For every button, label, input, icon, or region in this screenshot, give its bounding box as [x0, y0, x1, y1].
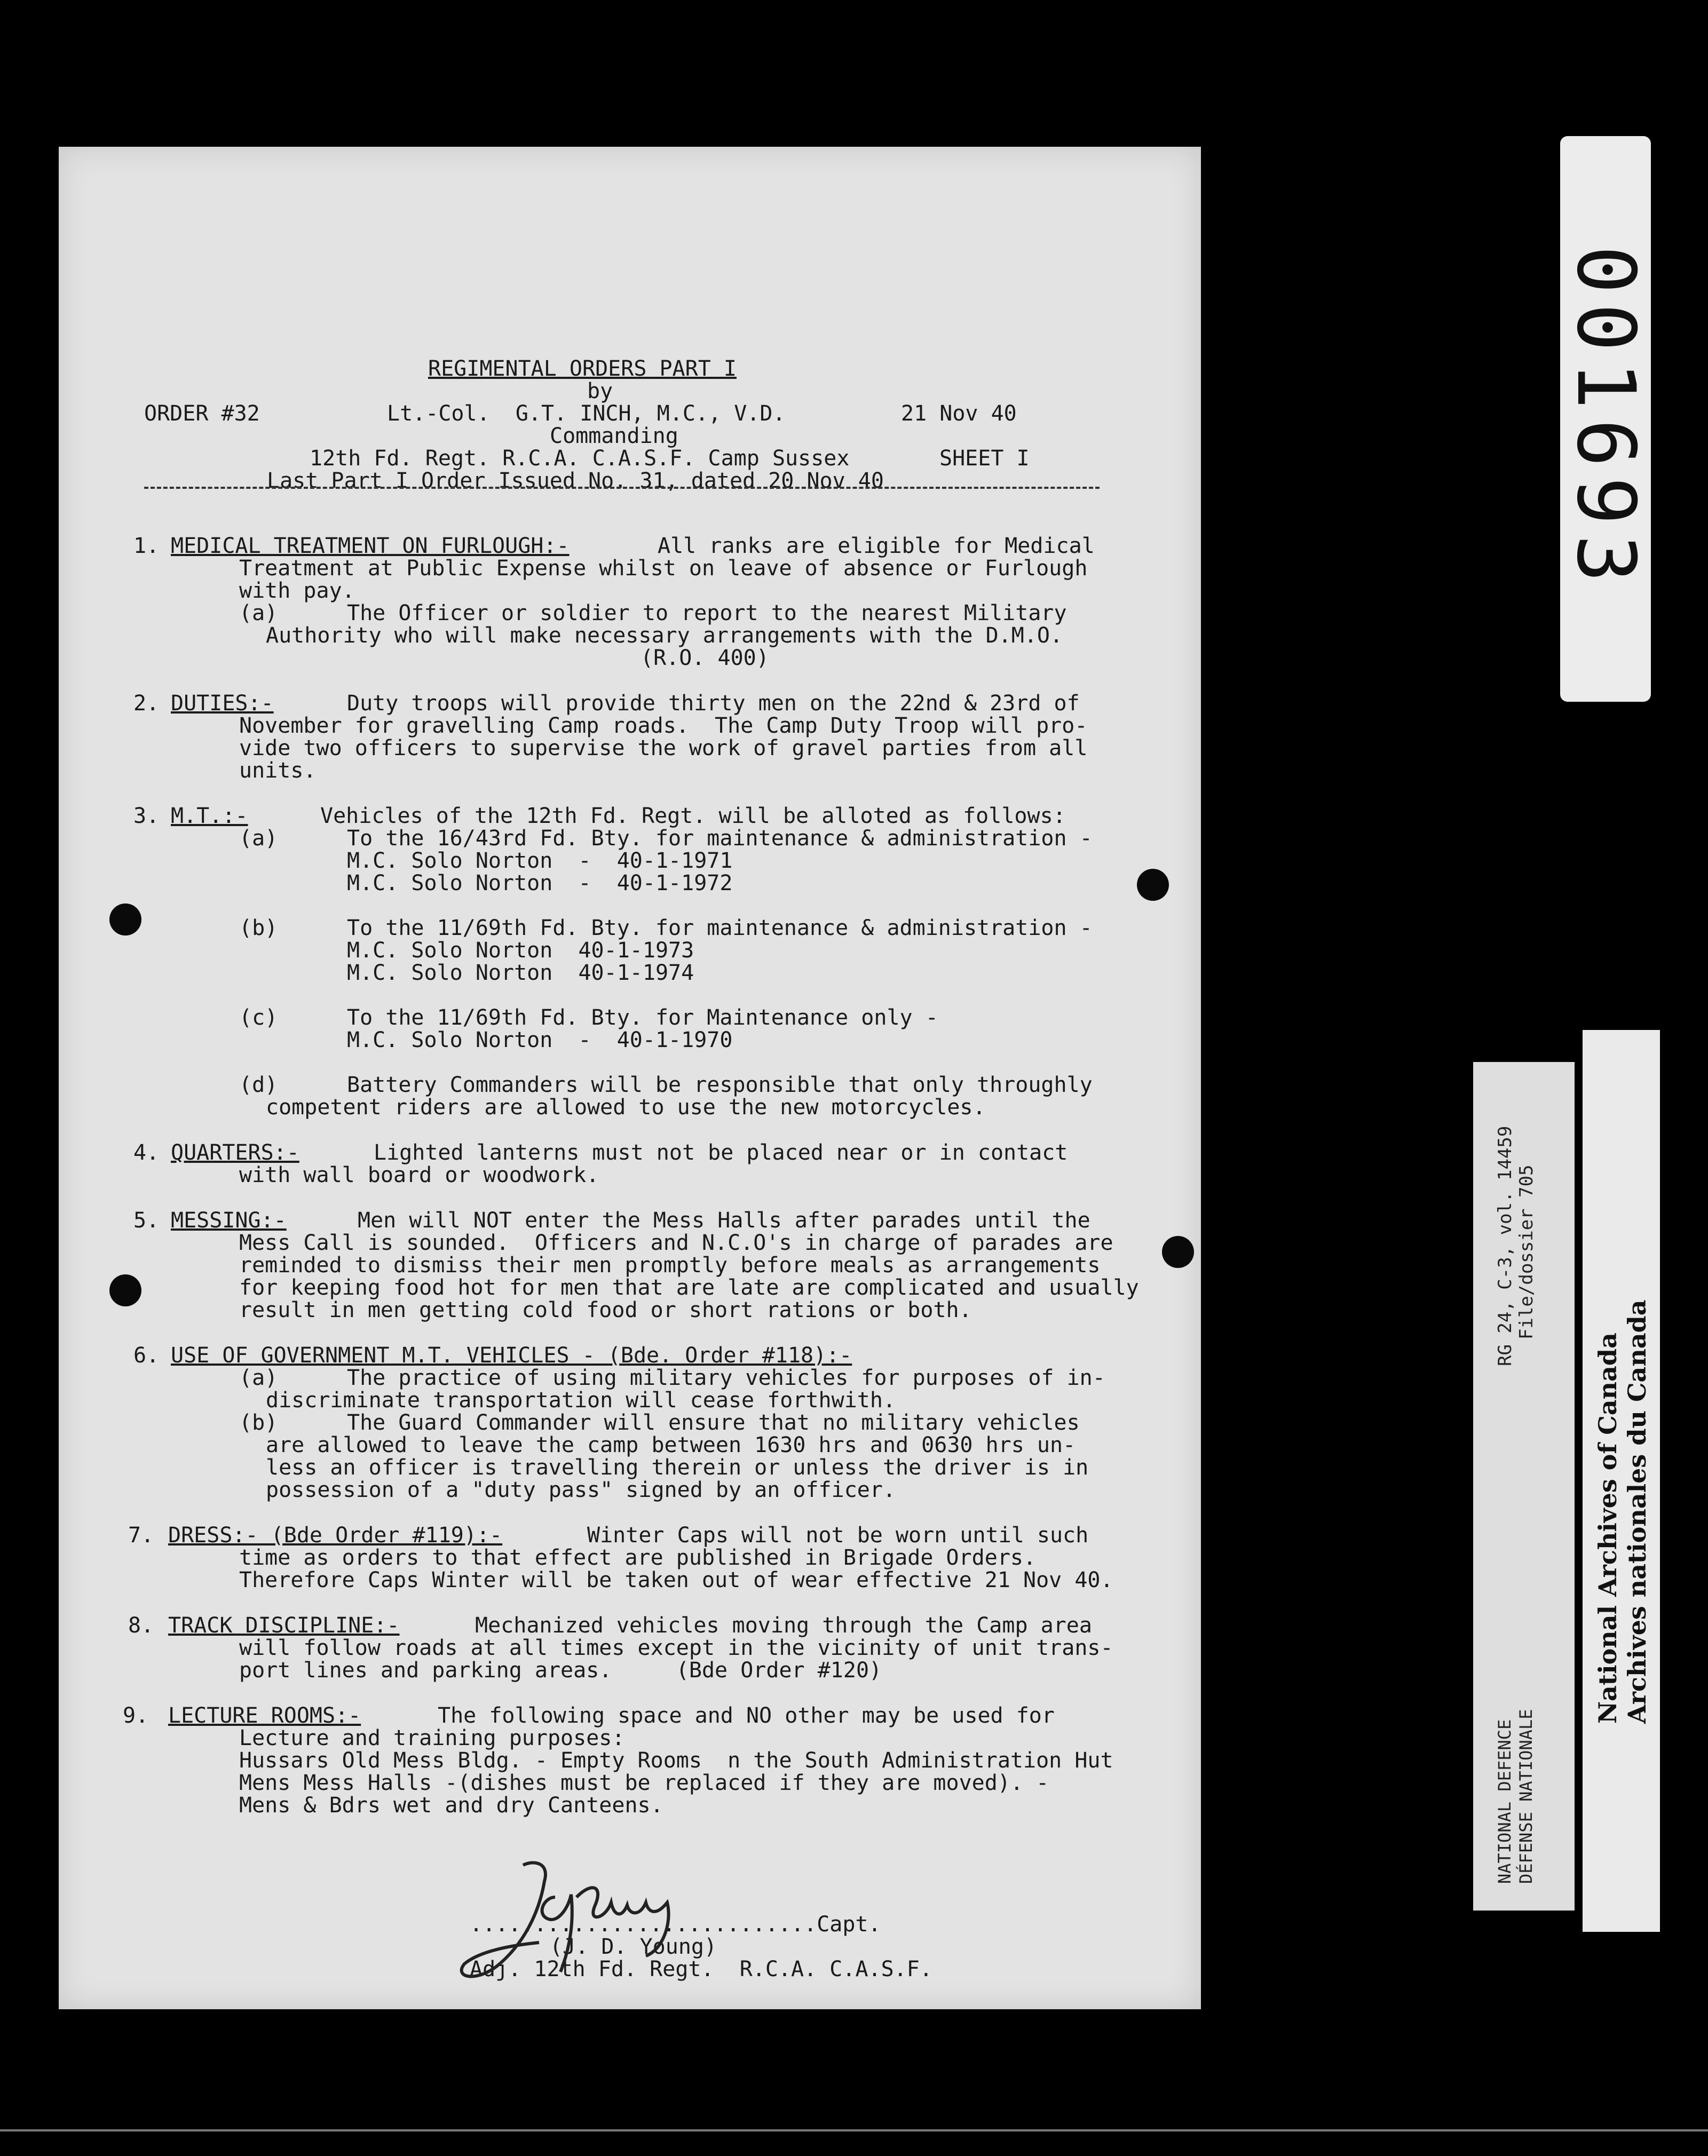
- item-5-text: result in men getting cold food or short rations or both.: [239, 1298, 972, 1322]
- item-1-sub-marker: (a): [239, 601, 278, 625]
- signatory-title: Adj. 12th Fd. Regt. R.C.A. C.A.S.F.: [470, 1957, 932, 1981]
- item-7-heading: DRESS:- (Bde Order #119):-: [168, 1523, 503, 1548]
- item-8-text: port lines and parking areas. (Bde Order #120): [239, 1658, 882, 1683]
- item-5-text: for keeping food hot for men that are late are complicated and usually: [239, 1275, 1139, 1300]
- item-8-number: 8.: [128, 1613, 154, 1638]
- item-1-number: 1.: [133, 534, 160, 558]
- punch-hole: [109, 1274, 141, 1306]
- item-3-sub-marker: (d): [239, 1073, 278, 1097]
- item-2-text: vide two officers to supervise the work of gravel parties from all: [239, 736, 1088, 760]
- item-3-heading: M.T.:-: [171, 804, 248, 828]
- signature-line: ...........................Capt.: [470, 1912, 881, 1937]
- item-2-text: Duty troops will provide thirty men on the 22nd & 23rd of: [347, 691, 1080, 716]
- order-sheet: [59, 147, 1201, 2009]
- item-6-text: are allowed to leave the camp between 1630 hrs and 0630 hrs un-: [266, 1433, 1076, 1457]
- item-5-text: Mess Call is sounded. Officers and N.C.O's in charge of parades are: [239, 1231, 1113, 1255]
- item-9-text: Lecture and training purposes:: [239, 1726, 625, 1750]
- item-5-text: Men will NOT enter the Mess Halls after parades until the: [358, 1208, 1090, 1233]
- item-9-text: Mens & Bdrs wet and dry Canteens.: [239, 1793, 663, 1818]
- item-6-number: 6.: [133, 1343, 160, 1368]
- item-3-text: M.C. Solo Norton - 40-1-1971: [347, 849, 733, 873]
- item-3-text: competent riders are allowed to use the new motorcycles.: [266, 1095, 986, 1120]
- unit-line: 12th Fd. Regt. R.C.A. C.A.S.F. Camp Sussex: [310, 446, 850, 471]
- punch-hole: [1162, 1236, 1194, 1268]
- item-2-text: November for gravelling Camp roads. The Camp Duty Troop will pro-: [239, 714, 1088, 738]
- item-6-text: discriminate transportation will cease forthwith.: [266, 1388, 896, 1413]
- item-4-number: 4.: [133, 1140, 160, 1165]
- archive-number-stamp: [1560, 136, 1651, 702]
- archives-name-english: National Archives of Canada: [1593, 1333, 1622, 1724]
- item-3-text: Battery Commanders will be responsible that only throughly: [347, 1073, 1093, 1097]
- item-1-text: The Officer or soldier to report to the nearest Military: [347, 601, 1067, 625]
- item-5-number: 5.: [133, 1208, 160, 1233]
- item-3-text: To the 11/69th Fd. Bty. for Maintenance only -: [347, 1005, 938, 1030]
- item-1-heading: MEDICAL TREATMENT ON FURLOUGH:-: [171, 534, 570, 558]
- file-reference-strip: [1473, 1062, 1575, 1911]
- item-5-heading: MESSING:-: [171, 1208, 287, 1233]
- item-7-text: Therefore Caps Winter will be taken out of wear effective 21 Nov 40.: [239, 1568, 1113, 1592]
- document-title: REGIMENTAL ORDERS PART I: [428, 356, 737, 381]
- item-2-text: units.: [239, 758, 317, 783]
- item-3-number: 3.: [133, 804, 160, 828]
- signatory-name: (J. D. Young): [550, 1935, 717, 1959]
- handwritten-signature: [443, 1849, 721, 1988]
- punch-hole: [1137, 869, 1169, 901]
- archives-name-french: Archives nationales du Canada: [1623, 1299, 1651, 1724]
- item-4-text: with wall board or woodwork.: [239, 1163, 599, 1187]
- item-8-heading: TRACK DISCIPLINE:-: [168, 1613, 400, 1638]
- department-name: NATIONAL DEFENCE: [1494, 1719, 1515, 1884]
- item-1-text: with pay.: [239, 578, 355, 603]
- punch-hole: [109, 903, 141, 936]
- item-9-text: Hussars Old Mess Bldg. - Empty Rooms n the South Administration Hut: [239, 1748, 1113, 1773]
- item-7-text: Winter Caps will not be worn until such: [587, 1523, 1089, 1548]
- item-7-number: 7.: [128, 1523, 154, 1548]
- item-3-sub-marker: (a): [239, 826, 278, 851]
- item-3-text: M.C. Solo Norton - 40-1-1970: [347, 1028, 733, 1052]
- item-3-text: M.C. Solo Norton - 40-1-1972: [347, 871, 733, 895]
- item-3-sub-marker: (b): [239, 916, 278, 940]
- sheet-number: SHEET I: [939, 446, 1030, 471]
- item-6-text: possession of a "duty pass" signed by an officer.: [266, 1478, 896, 1502]
- item-9-number: 9.: [123, 1703, 149, 1728]
- item-6-sub-marker: (a): [239, 1366, 278, 1390]
- item-8-text: Mechanized vehicles moving through the Camp area: [475, 1613, 1092, 1638]
- item-6-text: less an officer is travelling therein or unless the driver is in: [266, 1455, 1089, 1480]
- department-name: DÉFENSE NATIONALE: [1516, 1709, 1536, 1884]
- item-3-text: M.C. Solo Norton 40-1-1974: [347, 961, 694, 985]
- commanding-officer: Lt.-Col. G.T. INCH, M.C., V.D.: [387, 401, 786, 426]
- item-6-text: The practice of using military vehicles for purposes of in-: [347, 1366, 1105, 1390]
- item-3-text: To the 16/43rd Fd. Bty. for maintenance & administration -: [347, 826, 1093, 851]
- item-3-sub-marker: (c): [239, 1005, 278, 1030]
- archive-number: 001693: [1559, 245, 1652, 592]
- file-reference: RG 24, C-3, vol. 14459: [1494, 1125, 1516, 1366]
- item-3-text: Vehicles of the 12th Fd. Regt. will be alloted as follows:: [320, 804, 1066, 828]
- item-1-text: Authority who will make necessary arrangements with the D.M.O.: [266, 623, 1063, 648]
- item-7-text: time as orders to that effect are published in Brigade Orders.: [239, 1545, 1037, 1570]
- item-6-text: The Guard Commander will ensure that no military vehicles: [347, 1410, 1080, 1435]
- item-1-text: Treatment at Public Expense whilst on leave of absence or Furlough: [239, 556, 1088, 581]
- item-1-reference: (R.O. 400): [640, 646, 769, 670]
- national-archives-label: [1583, 1030, 1660, 1932]
- item-2-heading: DUTIES:-: [171, 691, 274, 716]
- item-3-text: To the 11/69th Fd. Bty. for maintenance & administration -: [347, 916, 1093, 940]
- order-date: 21 Nov 40: [901, 401, 1017, 426]
- order-number: ORDER #32: [144, 401, 260, 426]
- item-9-heading: LECTURE ROOMS:-: [168, 1703, 361, 1728]
- item-5-text: reminded to dismiss their men promptly before meals as arrangements: [239, 1253, 1101, 1278]
- item-9-text: The following space and NO other may be used for: [438, 1703, 1055, 1728]
- item-1-text: All ranks are eligible for Medical: [658, 534, 1095, 558]
- commanding-text: Commanding: [550, 424, 678, 448]
- header-divider: [144, 487, 1100, 489]
- file-reference: File/dossier 705: [1516, 1164, 1537, 1339]
- item-4-text: Lighted lanterns must not be placed near or in contact: [374, 1140, 1068, 1165]
- item-6-sub-marker: (b): [239, 1410, 278, 1435]
- by-text: by: [587, 379, 613, 403]
- item-4-heading: QUARTERS:-: [171, 1140, 299, 1165]
- item-8-text: will follow roads at all times except in the vicinity of unit trans-: [239, 1636, 1113, 1660]
- last-order-line: Last Part I Order Issued No. 31, dated 20 Nov 40: [267, 469, 884, 493]
- item-6-heading: USE OF GOVERNMENT M.T. VEHICLES - (Bde. Order #118):-: [171, 1343, 852, 1368]
- item-2-number: 2.: [133, 691, 160, 716]
- item-9-text: Mens Mess Halls -(dishes must be replaced if they are moved). -: [239, 1771, 1049, 1795]
- item-3-text: M.C. Solo Norton 40-1-1973: [347, 938, 694, 963]
- scanner-frame-rule: [0, 2129, 1708, 2131]
